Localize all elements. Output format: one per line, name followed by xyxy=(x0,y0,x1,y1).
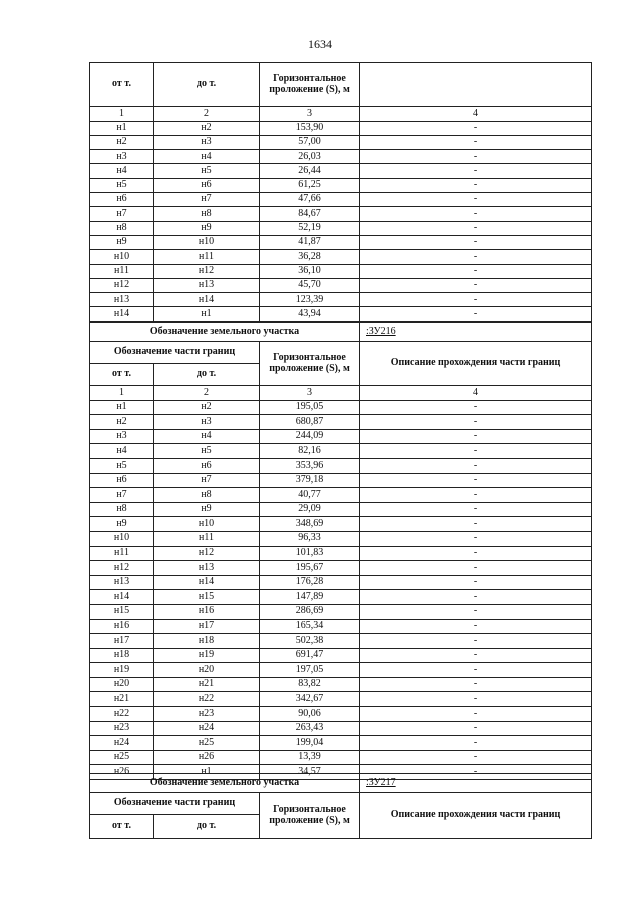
cell-from: н11 xyxy=(90,546,154,561)
header-from: от т. xyxy=(90,63,154,107)
cell-from: н3 xyxy=(90,429,154,444)
cell-description: - xyxy=(360,765,592,780)
cell-length: 61,25 xyxy=(260,178,360,192)
cell-from: н23 xyxy=(90,721,154,736)
cell-description: - xyxy=(360,178,592,192)
cell-length: 36,10 xyxy=(260,264,360,278)
cell-length: 123,39 xyxy=(260,293,360,307)
cell-description: - xyxy=(360,546,592,561)
cell-to: н22 xyxy=(154,692,260,707)
cell-to: н23 xyxy=(154,707,260,722)
numbering-cell: 2 xyxy=(154,107,260,122)
cell-description: - xyxy=(360,444,592,459)
table-row xyxy=(90,164,592,178)
cell-from: н25 xyxy=(90,750,154,765)
cell-description: - xyxy=(360,400,592,415)
cell-to: н10 xyxy=(154,517,260,532)
table-row xyxy=(90,473,592,488)
table-row xyxy=(90,590,592,605)
table-2-body xyxy=(90,400,592,779)
cell-description: - xyxy=(360,221,592,235)
page-number: 1634 xyxy=(308,37,332,51)
cell-to: н17 xyxy=(154,619,260,634)
cell-from: н9 xyxy=(90,517,154,532)
cell-from: н2 xyxy=(90,415,154,430)
cell-description: - xyxy=(360,278,592,292)
header-length: Горизонтальное проложение (S), м xyxy=(260,63,360,107)
cell-description: - xyxy=(360,473,592,488)
header-to: до т. xyxy=(154,63,260,107)
cell-length: 83,82 xyxy=(260,677,360,692)
cell-from: н12 xyxy=(90,278,154,292)
numbering-cell: 1 xyxy=(90,107,154,122)
numbering-row xyxy=(90,107,592,122)
cell-description: - xyxy=(360,721,592,736)
cell-from: н7 xyxy=(90,488,154,503)
cell-from: н3 xyxy=(90,150,154,164)
cell-description: - xyxy=(360,264,592,278)
cell-description: - xyxy=(360,502,592,517)
table-row xyxy=(90,619,592,634)
cell-to: н4 xyxy=(154,429,260,444)
numbering-cell: 4 xyxy=(360,107,592,122)
cell-description: - xyxy=(360,707,592,722)
cell-description: - xyxy=(360,575,592,590)
cell-to: н26 xyxy=(154,750,260,765)
cell-description: - xyxy=(360,235,592,249)
table-row xyxy=(90,293,592,307)
cell-from: н1 xyxy=(90,121,154,135)
cell-to: н2 xyxy=(154,400,260,415)
cell-length: 199,04 xyxy=(260,736,360,751)
cell-length: 84,67 xyxy=(260,207,360,221)
cell-description: - xyxy=(360,415,592,430)
cell-from: н6 xyxy=(90,193,154,207)
table-row xyxy=(90,235,592,249)
cell-description: - xyxy=(360,604,592,619)
cell-to: н6 xyxy=(154,178,260,192)
cell-to: н21 xyxy=(154,677,260,692)
cell-length: 195,05 xyxy=(260,400,360,415)
cell-length: 41,87 xyxy=(260,235,360,249)
cell-length: 101,83 xyxy=(260,546,360,561)
table-1-body xyxy=(90,121,592,321)
cell-from: н1 xyxy=(90,400,154,415)
cell-description: - xyxy=(360,634,592,649)
table-row xyxy=(90,264,592,278)
table-row xyxy=(90,488,592,503)
cell-from: н8 xyxy=(90,221,154,235)
cell-to: н8 xyxy=(154,207,260,221)
numbering-cell: 3 xyxy=(260,107,360,122)
cell-to: н4 xyxy=(154,150,260,164)
cell-to: н8 xyxy=(154,488,260,503)
header-from: от т. xyxy=(90,815,154,839)
header-length: Горизонтальное проложение (S), м xyxy=(260,342,360,386)
cell-length: 153,90 xyxy=(260,121,360,135)
cell-from: н5 xyxy=(90,178,154,192)
table-row xyxy=(90,604,592,619)
cell-from: н22 xyxy=(90,707,154,722)
cell-length: 13,39 xyxy=(260,750,360,765)
cell-from: н18 xyxy=(90,648,154,663)
cell-description: - xyxy=(360,590,592,605)
table-row xyxy=(90,648,592,663)
cell-to: н3 xyxy=(154,415,260,430)
cell-to: н24 xyxy=(154,721,260,736)
boundary-table-1 xyxy=(89,62,592,322)
cell-from: н13 xyxy=(90,293,154,307)
cell-description: - xyxy=(360,619,592,634)
cell-length: 47,66 xyxy=(260,193,360,207)
cell-description: - xyxy=(360,677,592,692)
cell-description: - xyxy=(360,531,592,546)
cell-from: н12 xyxy=(90,561,154,576)
cell-from: н8 xyxy=(90,502,154,517)
cell-to: н12 xyxy=(154,264,260,278)
cell-to: н20 xyxy=(154,663,260,678)
table-row xyxy=(90,750,592,765)
cell-from: н7 xyxy=(90,207,154,221)
table-row xyxy=(90,415,592,430)
cell-length: 90,06 xyxy=(260,707,360,722)
cell-description: - xyxy=(360,488,592,503)
plot-id: :ЗУ217 xyxy=(360,774,592,793)
cell-to: н19 xyxy=(154,648,260,663)
table-row xyxy=(90,221,592,235)
cell-description: - xyxy=(360,293,592,307)
table-row xyxy=(90,736,592,751)
table-row xyxy=(90,531,592,546)
table-row xyxy=(90,207,592,221)
cell-to: н7 xyxy=(154,473,260,488)
cell-to: н1 xyxy=(154,307,260,321)
cell-from: н5 xyxy=(90,458,154,473)
cell-description: - xyxy=(360,164,592,178)
header-to: до т. xyxy=(154,364,260,386)
header-description xyxy=(360,63,592,107)
cell-description: - xyxy=(360,750,592,765)
table-row xyxy=(90,575,592,590)
cell-length: 379,18 xyxy=(260,473,360,488)
cell-length: 52,19 xyxy=(260,221,360,235)
cell-length: 195,67 xyxy=(260,561,360,576)
cell-description: - xyxy=(360,663,592,678)
cell-from: н6 xyxy=(90,473,154,488)
cell-length: 691,47 xyxy=(260,648,360,663)
cell-description: - xyxy=(360,250,592,264)
table-row xyxy=(90,178,592,192)
table-row xyxy=(90,250,592,264)
table-row xyxy=(90,444,592,459)
cell-description: - xyxy=(360,307,592,321)
cell-length: 176,28 xyxy=(260,575,360,590)
plot-title-row xyxy=(90,323,592,342)
cell-length: 43,94 xyxy=(260,307,360,321)
cell-from: н4 xyxy=(90,164,154,178)
cell-from: н9 xyxy=(90,235,154,249)
numbering-row xyxy=(90,386,592,401)
cell-from: н15 xyxy=(90,604,154,619)
cell-to: н1 xyxy=(154,765,260,780)
cell-from: н10 xyxy=(90,531,154,546)
cell-to: н9 xyxy=(154,221,260,235)
table-row xyxy=(90,721,592,736)
cell-description: - xyxy=(360,736,592,751)
cell-length: 244,09 xyxy=(260,429,360,444)
cell-description: - xyxy=(360,429,592,444)
cell-description: - xyxy=(360,561,592,576)
cell-length: 26,03 xyxy=(260,150,360,164)
table-row xyxy=(90,458,592,473)
header-from: от т. xyxy=(90,364,154,386)
plot-title-row xyxy=(90,774,592,793)
cell-description: - xyxy=(360,193,592,207)
cell-length: 29,09 xyxy=(260,502,360,517)
cell-length: 197,05 xyxy=(260,663,360,678)
header-description: Описание прохождения части границ xyxy=(360,342,592,386)
table-row xyxy=(90,677,592,692)
cell-to: н5 xyxy=(154,164,260,178)
cell-length: 82,16 xyxy=(260,444,360,459)
cell-length: 348,69 xyxy=(260,517,360,532)
cell-description: - xyxy=(360,121,592,135)
cell-from: н19 xyxy=(90,663,154,678)
table-row xyxy=(90,429,592,444)
header-length: Горизонтальное проложение (S), м xyxy=(260,793,360,839)
cell-length: 286,69 xyxy=(260,604,360,619)
table-row xyxy=(90,692,592,707)
cell-length: 680,87 xyxy=(260,415,360,430)
cell-description: - xyxy=(360,648,592,663)
cell-from: н20 xyxy=(90,677,154,692)
cell-length: 57,00 xyxy=(260,135,360,149)
header-to: до т. xyxy=(154,815,260,839)
cell-from: н17 xyxy=(90,634,154,649)
cell-to: н7 xyxy=(154,193,260,207)
table-row xyxy=(90,707,592,722)
table-row xyxy=(90,121,592,135)
numbering-cell: 4 xyxy=(360,386,592,401)
cell-from: н10 xyxy=(90,250,154,264)
numbering-cell: 2 xyxy=(154,386,260,401)
cell-length: 34,57 xyxy=(260,765,360,780)
cell-from: н2 xyxy=(90,135,154,149)
table-row xyxy=(90,502,592,517)
cell-length: 96,33 xyxy=(260,531,360,546)
cell-from: н14 xyxy=(90,590,154,605)
table-row xyxy=(90,307,592,321)
cell-description: - xyxy=(360,458,592,473)
cell-length: 165,34 xyxy=(260,619,360,634)
cell-from: н24 xyxy=(90,736,154,751)
plot-label: Обозначение земельного участка xyxy=(90,323,360,342)
cell-description: - xyxy=(360,692,592,707)
table-row xyxy=(90,546,592,561)
cell-to: н9 xyxy=(154,502,260,517)
cell-to: н6 xyxy=(154,458,260,473)
cell-length: 40,77 xyxy=(260,488,360,503)
cell-from: н11 xyxy=(90,264,154,278)
plot-id: :ЗУ216 xyxy=(360,323,592,342)
boundary-table-2 xyxy=(89,322,592,780)
cell-to: н15 xyxy=(154,590,260,605)
cell-description: - xyxy=(360,517,592,532)
numbering-cell: 1 xyxy=(90,386,154,401)
header-part: Обозначение части границ xyxy=(90,793,260,815)
cell-to: н2 xyxy=(154,121,260,135)
cell-from: н21 xyxy=(90,692,154,707)
header-part: Обозначение части границ xyxy=(90,342,260,364)
table-row xyxy=(90,193,592,207)
table-row xyxy=(90,400,592,415)
cell-to: н5 xyxy=(154,444,260,459)
cell-length: 26,44 xyxy=(260,164,360,178)
header-description: Описание прохождения части границ xyxy=(360,793,592,839)
cell-length: 342,67 xyxy=(260,692,360,707)
cell-length: 36,28 xyxy=(260,250,360,264)
boundary-table-3 xyxy=(89,773,592,839)
cell-to: н14 xyxy=(154,293,260,307)
cell-length: 45,70 xyxy=(260,278,360,292)
cell-to: н14 xyxy=(154,575,260,590)
table-row xyxy=(90,634,592,649)
table-row xyxy=(90,517,592,532)
table-row xyxy=(90,663,592,678)
cell-to: н12 xyxy=(154,546,260,561)
cell-from: н26 xyxy=(90,765,154,780)
cell-to: н10 xyxy=(154,235,260,249)
table-row xyxy=(90,278,592,292)
cell-description: - xyxy=(360,150,592,164)
cell-from: н14 xyxy=(90,307,154,321)
cell-description: - xyxy=(360,207,592,221)
cell-to: н13 xyxy=(154,561,260,576)
cell-length: 502,38 xyxy=(260,634,360,649)
cell-to: н18 xyxy=(154,634,260,649)
cell-description: - xyxy=(360,135,592,149)
cell-to: н16 xyxy=(154,604,260,619)
cell-to: н13 xyxy=(154,278,260,292)
cell-length: 263,43 xyxy=(260,721,360,736)
cell-to: н25 xyxy=(154,736,260,751)
plot-label: Обозначение земельного участка xyxy=(90,774,360,793)
table-row xyxy=(90,150,592,164)
cell-from: н13 xyxy=(90,575,154,590)
cell-length: 147,89 xyxy=(260,590,360,605)
cell-length: 353,96 xyxy=(260,458,360,473)
cell-to: н11 xyxy=(154,250,260,264)
cell-from: н16 xyxy=(90,619,154,634)
cell-to: н3 xyxy=(154,135,260,149)
numbering-cell: 3 xyxy=(260,386,360,401)
table-row xyxy=(90,135,592,149)
cell-from: н4 xyxy=(90,444,154,459)
cell-to: н11 xyxy=(154,531,260,546)
table-row xyxy=(90,561,592,576)
